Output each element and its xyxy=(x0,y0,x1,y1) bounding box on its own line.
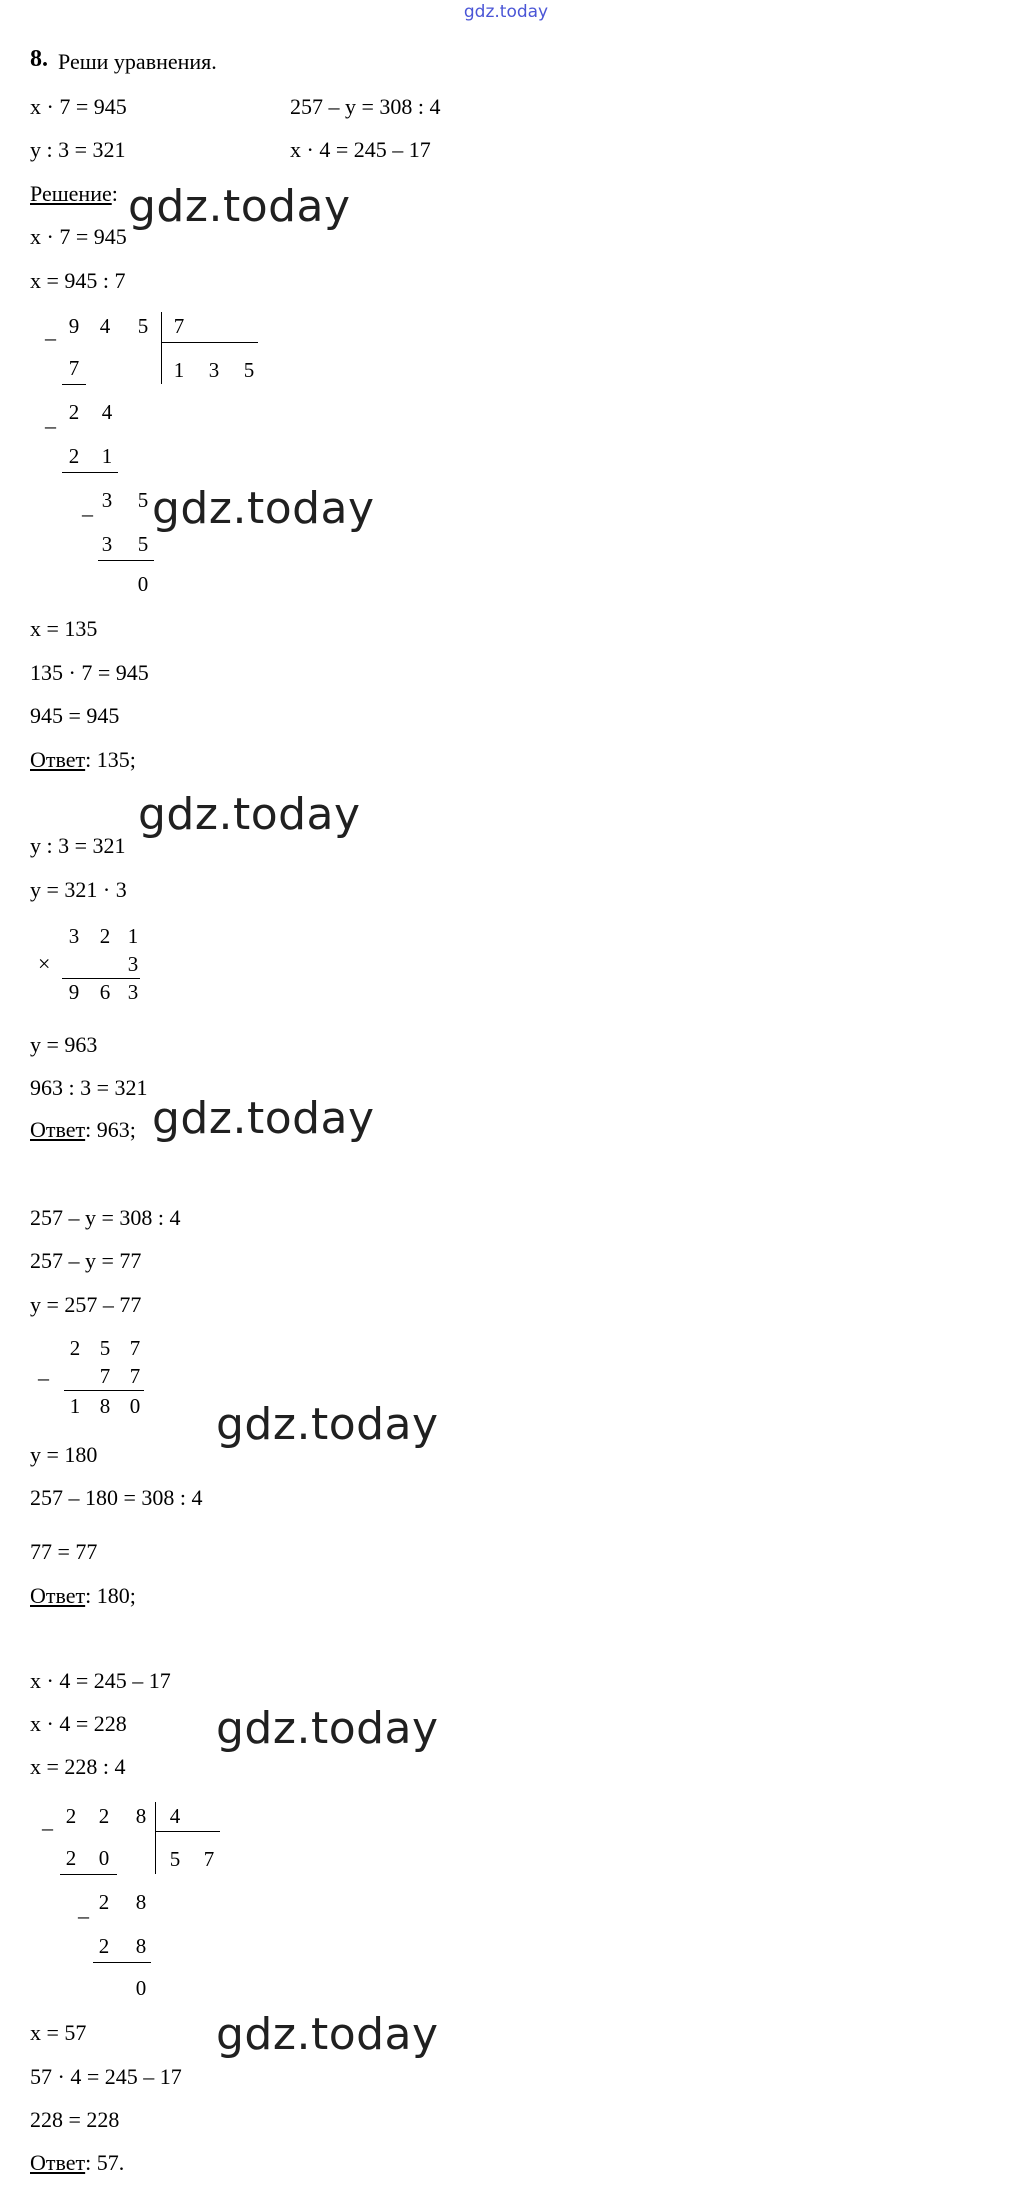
divisor: 4 xyxy=(169,1804,181,1828)
watermark: gdz.today xyxy=(216,1399,439,1450)
digit: 3 xyxy=(127,980,139,1004)
solution-label: Решение xyxy=(30,181,112,206)
digit: 0 xyxy=(129,1394,141,1418)
p1-line-2: x = 945 : 7 xyxy=(30,268,126,293)
answer-label: Ответ xyxy=(30,1117,86,1142)
digit: 0 xyxy=(98,1846,110,1870)
p3-line-2: 257 – y = 77 xyxy=(30,1248,142,1273)
digit: 2 xyxy=(99,924,111,948)
digit: 1 xyxy=(127,924,139,948)
equation-1: x · 7 = 945 xyxy=(30,94,127,119)
quotient-digit: 7 xyxy=(203,1847,215,1871)
digit: 8 xyxy=(135,1934,147,1958)
solution-heading: Решение: xyxy=(30,181,118,206)
digit: 9 xyxy=(68,314,80,338)
watermark: gdz.today xyxy=(152,1093,375,1144)
p4-line-3: x = 228 : 4 xyxy=(30,1754,126,1779)
underline xyxy=(62,384,86,385)
underline xyxy=(98,560,154,561)
quotient-line xyxy=(161,342,258,343)
minus-sign: – xyxy=(45,413,56,438)
digit: 9 xyxy=(68,980,80,1004)
digit: 7 xyxy=(99,1364,111,1388)
digit: 3 xyxy=(101,532,113,556)
equation-2: 257 – y = 308 : 4 xyxy=(290,94,441,119)
digit: 4 xyxy=(99,314,111,338)
p4-answer xyxy=(30,2150,124,2176)
underline xyxy=(64,1390,144,1391)
p1-result: x = 135 xyxy=(30,616,98,641)
p4-check: 57 · 4 = 245 – 17 xyxy=(30,2064,182,2089)
digit: 8 xyxy=(99,1394,111,1418)
answer-value: : 180; xyxy=(85,1583,136,1608)
digit: 3 xyxy=(68,924,80,948)
watermark: gdz.today xyxy=(128,181,351,232)
multiply-sign: × xyxy=(38,951,51,976)
digit: 2 xyxy=(98,1890,110,1914)
underline xyxy=(62,978,140,979)
division-bar xyxy=(161,312,162,384)
task-title: Реши уравнения. xyxy=(58,49,217,74)
p3-answer xyxy=(30,1583,136,1609)
digit: 5 xyxy=(137,532,149,556)
digit: 2 xyxy=(68,400,80,424)
p2-line-1: y : 3 = 321 xyxy=(30,833,126,858)
digit: 7 xyxy=(129,1364,141,1388)
p2-check: 963 : 3 = 321 xyxy=(30,1075,148,1100)
equation-4: x · 4 = 245 – 17 xyxy=(290,137,431,162)
digit: 4 xyxy=(101,400,113,424)
p1-check: 135 · 7 = 945 xyxy=(30,660,149,685)
p1-answer xyxy=(30,747,136,773)
quotient-line xyxy=(155,1831,220,1832)
digit: 6 xyxy=(99,980,111,1004)
digit: 2 xyxy=(98,1934,110,1958)
digit: 7 xyxy=(68,356,80,380)
digit: 2 xyxy=(68,444,80,468)
quotient-digit: 1 xyxy=(173,358,185,382)
watermark: gdz.today xyxy=(152,483,375,534)
underline xyxy=(93,1962,151,1963)
p4-check-result: 228 = 228 xyxy=(30,2107,120,2132)
watermark: gdz.today xyxy=(216,1703,439,1754)
digit: 2 xyxy=(69,1336,81,1360)
digit: 5 xyxy=(137,314,149,338)
p4-result: x = 57 xyxy=(30,2020,87,2045)
answer-label: Ответ xyxy=(30,747,86,772)
p2-result: y = 963 xyxy=(30,1032,98,1057)
remainder: 0 xyxy=(135,1976,147,2000)
p4-line-1: x · 4 = 245 – 17 xyxy=(30,1668,171,1693)
p1-line-1: x · 7 = 945 xyxy=(30,224,127,249)
p2-line-2: y = 321 · 3 xyxy=(30,877,127,902)
p3-line-1: 257 – y = 308 : 4 xyxy=(30,1205,181,1230)
p3-check: 257 – 180 = 308 : 4 xyxy=(30,1485,203,1510)
digit: 2 xyxy=(65,1804,77,1828)
minus-sign: – xyxy=(45,325,56,350)
p1-check-result: 945 = 945 xyxy=(30,703,120,728)
digit: 8 xyxy=(135,1890,147,1914)
p4-line-2: x · 4 = 228 xyxy=(30,1711,127,1736)
underline xyxy=(62,472,118,473)
digit: 2 xyxy=(98,1804,110,1828)
answer-label: Ответ xyxy=(30,2150,86,2175)
minus-sign: – xyxy=(42,1815,53,1840)
p3-line-3: y = 257 – 77 xyxy=(30,1292,142,1317)
quotient-digit: 5 xyxy=(169,1847,181,1871)
digit: 7 xyxy=(129,1336,141,1360)
p2-answer xyxy=(30,1117,136,1143)
watermark: gdz.today xyxy=(138,789,361,840)
answer-value: : 57. xyxy=(85,2150,125,2175)
digit: 1 xyxy=(101,444,113,468)
digit: 2 xyxy=(65,1846,77,1870)
quotient-digit: 3 xyxy=(208,358,220,382)
digit: 1 xyxy=(69,1394,81,1418)
digit: 5 xyxy=(99,1336,111,1360)
digit: 5 xyxy=(137,488,149,512)
quotient-digit: 5 xyxy=(243,358,255,382)
answer-value: : 963; xyxy=(85,1117,136,1142)
equation-3: y : 3 = 321 xyxy=(30,137,126,162)
p3-check-result: 77 = 77 xyxy=(30,1539,98,1564)
minus-sign: – xyxy=(38,1365,49,1390)
underline xyxy=(60,1874,117,1875)
answer-value: : 135; xyxy=(85,747,136,772)
divisor: 7 xyxy=(173,314,185,338)
digit: 8 xyxy=(135,1804,147,1828)
top-watermark: gdz.today xyxy=(463,2,549,22)
digit: 3 xyxy=(127,952,139,976)
task-number: 8. xyxy=(30,46,48,72)
minus-sign: – xyxy=(78,1903,89,1928)
division-bar xyxy=(155,1802,156,1874)
watermark: gdz.today xyxy=(216,2009,439,2060)
p3-result: y = 180 xyxy=(30,1442,98,1467)
remainder: 0 xyxy=(137,572,149,596)
digit: 3 xyxy=(101,488,113,512)
answer-label: Ответ xyxy=(30,1583,86,1608)
minus-sign: – xyxy=(82,501,93,526)
